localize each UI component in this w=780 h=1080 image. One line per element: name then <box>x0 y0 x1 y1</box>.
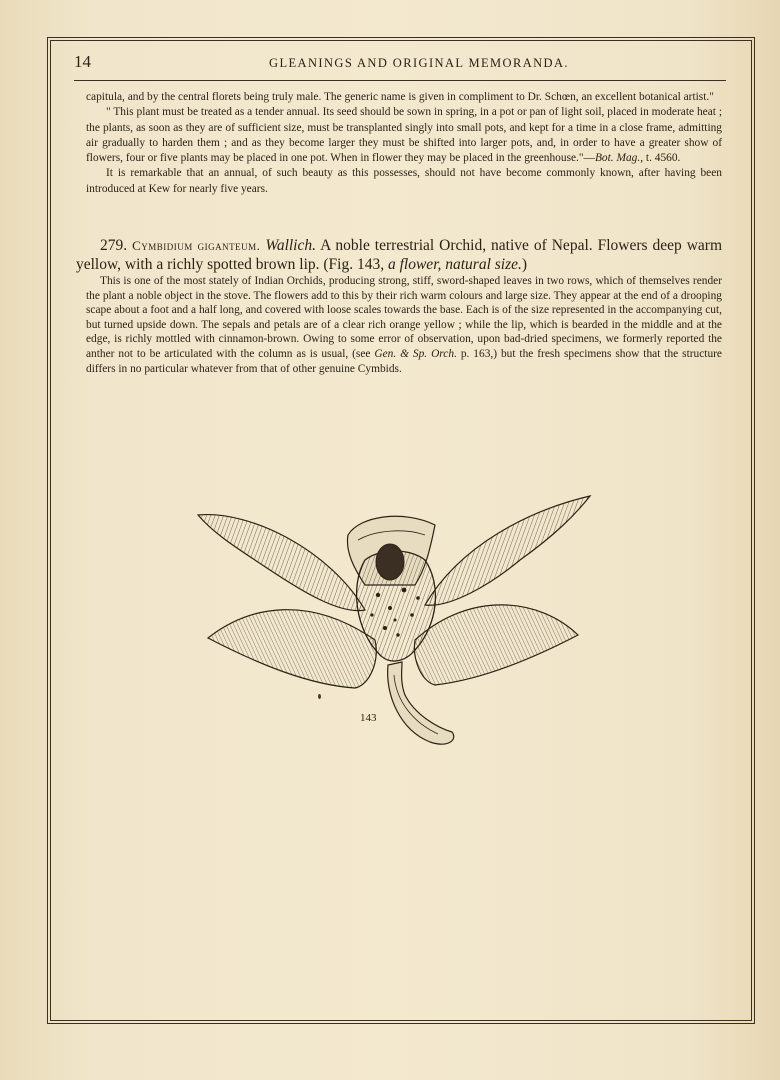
intro-paragraph-3: It is remarkable that an annual, of such beauty as this possesses, should not have become commonly known, after having been introduced at Kew for nearly five years. <box>86 167 722 195</box>
orchid-illustration <box>190 490 600 765</box>
citation-tail: , t. 4560. <box>640 152 681 165</box>
page-number: 14 <box>74 52 91 71</box>
species-description <box>86 274 722 376</box>
entry-summary: A noble terrestrial Orchid, native of Nepal. Flowers deep warm yellow, with a richly spotted brown lip. (Fig. 143, <box>76 237 723 273</box>
species-author: Wallich. <box>265 237 316 254</box>
paper-speck <box>318 694 321 699</box>
species-entry <box>76 236 722 274</box>
orchid-column <box>376 544 404 580</box>
petal-upper-right <box>425 496 590 605</box>
petal-upper-left <box>198 515 365 611</box>
citation-ref: Bot. Mag. <box>594 152 641 165</box>
description-tail: p. 163,) but the fresh specimens show that the structure differs in no particular whatever from that of other genuine Cymbids. <box>86 347 722 375</box>
description-main: This is one of the most stately of Indian Orchids, producing strong, stiff, sword-shaped leaves in two rows, which of themselves render the plant a noble object in the stove. The flowers add to this by their rich warm colours and large size. They appear at the end of a drooping scape about a foot and a half long, and covered with loose scales towards the base. Each is of the size represented in the accompanying cut, but turned upside down. The sepals and petals are of a clear rich orange yellow ; while the lip, which is bearded in the middle and at the edge, is richly mottled with cinnamon-brown. Owing to some error of observation, upon bad-dried specimens, we formerly reported the anther not to be articulated with the column as is usual, (see <box>86 275 722 360</box>
quote-text: " This plant must be treated as a tender annual. Its seed should be sown in spring, in a pot or pan of light soil, placed in moderate heat ; the plants, as soon as they are of sufficient size, must be transplanted singly into small pots, and kept for a time in a close frame, admitting air gradually to harden them ; and as they become larger they must be shifted into larger pots, and, in order to have a greater show of flowers, four or five plants may be placed in one pot. When in flower they may be placed in the greenhouse."— <box>86 106 722 165</box>
page-header <box>74 50 726 76</box>
species-name: Cymbidium giganteum. <box>132 238 261 253</box>
intro-text <box>86 90 722 197</box>
figure-caption: a flower, natural size. <box>387 256 522 273</box>
entry-close: ) <box>521 256 528 273</box>
intro-paragraph-1: capitula, and by the central florets being truly male. The generic name is given in compliment to Dr. Schœn, an excellent botanical artist." <box>86 91 714 103</box>
header-rule <box>74 80 726 81</box>
entry-number: 279. <box>100 237 128 254</box>
sepal-lower-right <box>414 605 578 685</box>
running-title: GLEANINGS AND ORIGINAL MEMORANDA. <box>269 56 569 70</box>
sepal-lower-left <box>208 610 376 688</box>
intro-paragraph-2 <box>86 105 722 166</box>
description-ref: Gen. & Sp. Orch. <box>374 347 457 360</box>
figure-number: 143 <box>360 712 377 724</box>
